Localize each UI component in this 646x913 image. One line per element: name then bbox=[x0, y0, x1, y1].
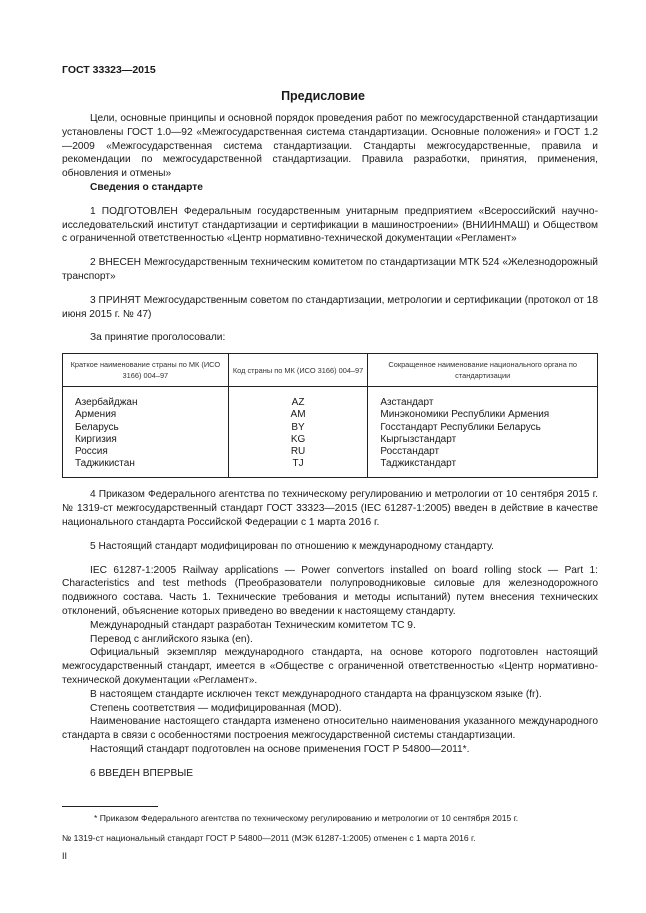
tc-paragraph: Международный стандарт разработан Техническим комитетом ТС 9. bbox=[90, 619, 416, 631]
table-header-row bbox=[63, 354, 598, 387]
code-cell: AM bbox=[290, 409, 306, 421]
country-cell: Россия bbox=[75, 445, 108, 457]
footnote-line-2: № 1319-ст национальный стандарт ГОСТ Р 54800—2011 (МЭК 61287-1:2005) отменен с 1 марта 2016 г. bbox=[62, 833, 476, 843]
country-cell: Беларусь bbox=[75, 421, 119, 433]
degree-paragraph: Степень соответствия — модифицированная (MOD). bbox=[90, 702, 342, 714]
code-cell: BY bbox=[291, 421, 305, 433]
item-6-paragraph: 6 ВВЕДЕН ВПЕРВЫЕ bbox=[90, 767, 194, 779]
footnote-line-1: * Приказом Федерального агентства по техническому регулированию и метрологии от 10 сентября 2015 г. bbox=[94, 813, 519, 823]
footnote-divider bbox=[62, 806, 158, 807]
body-column bbox=[368, 387, 598, 478]
document-body bbox=[62, 112, 598, 781]
body-cell: Росстандарт bbox=[380, 445, 440, 457]
standard-info-heading: Сведения о стандарте bbox=[90, 181, 203, 193]
item-1-paragraph: 1 ПОДГОТОВЛЕН Федеральным государственным унитарным предприятием «Всероссийский научно-исследовательский институт стандартизации и сертификации в машиностроении» (ВНИИНМАШ) и Обществом с ограниченной ответственностью «Центр нормативно-технической документации «Регламент» bbox=[62, 205, 598, 245]
column-header-country: Краткое наименование страны по МК (ИСО 3166) 004–97 bbox=[63, 354, 229, 387]
item-4-paragraph: 4 Приказом Федерального агентства по техническому регулированию и метрологии от 10 сентября 2015 г. № 1319-ст межгосударственный стандарт ГОСТ 33323—2015 (IEC 61287-1:2005) введен в действие в качестве национального стандарта Российской Федерации с 1 марта 2016 г. bbox=[62, 489, 598, 528]
country-cell: Армения bbox=[75, 409, 117, 421]
body-cell: Минэкономики Республики Армения bbox=[380, 409, 550, 421]
country-cell: Таджикистан bbox=[75, 458, 135, 470]
page-number: II bbox=[62, 851, 68, 861]
page-title: Предисловие bbox=[281, 89, 365, 103]
body-cell: Таджикстандарт bbox=[380, 458, 457, 470]
vote-label: За принятие проголосовали: bbox=[90, 332, 226, 344]
item-5-paragraph: 5 Настоящий стандарт модифицирован по отношению к международному стандарту. bbox=[90, 540, 494, 552]
code-cell: RU bbox=[290, 445, 306, 457]
column-header-body: Сокращенное наименование национального органа по стандартизации bbox=[368, 354, 598, 387]
country-cell: Азербайджан bbox=[75, 397, 138, 409]
document-code-header: ГОСТ 33323—2015 bbox=[62, 64, 156, 76]
code-cell: TJ bbox=[292, 458, 304, 470]
country-column bbox=[63, 387, 229, 478]
excluded-text-paragraph: В настоящем стандарте исключен текст международного стандарта на французском языке (fr). bbox=[90, 688, 542, 700]
code-column bbox=[228, 387, 368, 478]
basis-paragraph: Настоящий стандарт подготовлен на основе применения ГОСТ Р 54800—2011*. bbox=[90, 743, 470, 755]
body-cell: Азстандарт bbox=[380, 397, 434, 409]
column-header-code: Код страны по МК (ИСО 3166) 004–97 bbox=[228, 354, 368, 387]
item-3-paragraph: 3 ПРИНЯТ Межгосударственным советом по стандартизации, метрологии и сертификации (протокол от 18 июня 2015 г. № 47) bbox=[62, 294, 598, 320]
voting-countries-table bbox=[62, 353, 598, 478]
official-copy-paragraph: Официальный экземпляр международного стандарта, на основе которого подготовлен настоящий межгосударственный стандарт, имеется в «Обществе с ограниченной ответственностью «Центр нормативно-технической документации «Регламент». bbox=[62, 647, 598, 686]
name-change-paragraph: Наименование настоящего стандарта изменено относительно наименования указанного международного стандарта в связи с особенностями построения межгосударственной системы стандартизации. bbox=[62, 716, 598, 742]
iec-paragraph: IEC 61287-1:2005 Railway applications — Power convertors installed on board rolling stock — Part 1: Characteristics and test methods (Преобразователи полупроводниковые силовые для железнодорожного подвижного состава. Часть 1. Технические требования и методы испытаний) путем внесения технических отклонений, объяснение которых приведено во введении к настоящему стандарту. bbox=[62, 564, 598, 617]
intro-paragraph: Цели, основные принципы и основной порядок проведения работ по межгосударственной стандартизации установлены ГОСТ 1.0—92 «Межгосударственная система стандартизации. Основные положения» и ГОСТ 1.2—2009 «Межгосударственная система стандартизации. Стандарты межгосударственные, правила и рекомендации по межгосударственной стандартизации. Правила разработки, принятия, применения, обновления и отмены» bbox=[62, 113, 598, 180]
body-cell: Госстандарт Республики Беларусь bbox=[380, 421, 541, 433]
country-cell: Киргизия bbox=[75, 433, 117, 445]
code-cell: KG bbox=[290, 433, 306, 445]
item-2-paragraph: 2 ВНЕСЕН Межгосударственным техническим комитетом по стандартизации МТК 524 «Железнодорожный транспорт» bbox=[62, 257, 598, 282]
body-cell: Кыргызстандарт bbox=[380, 433, 457, 445]
table-body-row bbox=[63, 387, 598, 478]
code-cell: AZ bbox=[291, 397, 305, 409]
language-paragraph: Перевод с английского языка (en). bbox=[90, 633, 253, 645]
